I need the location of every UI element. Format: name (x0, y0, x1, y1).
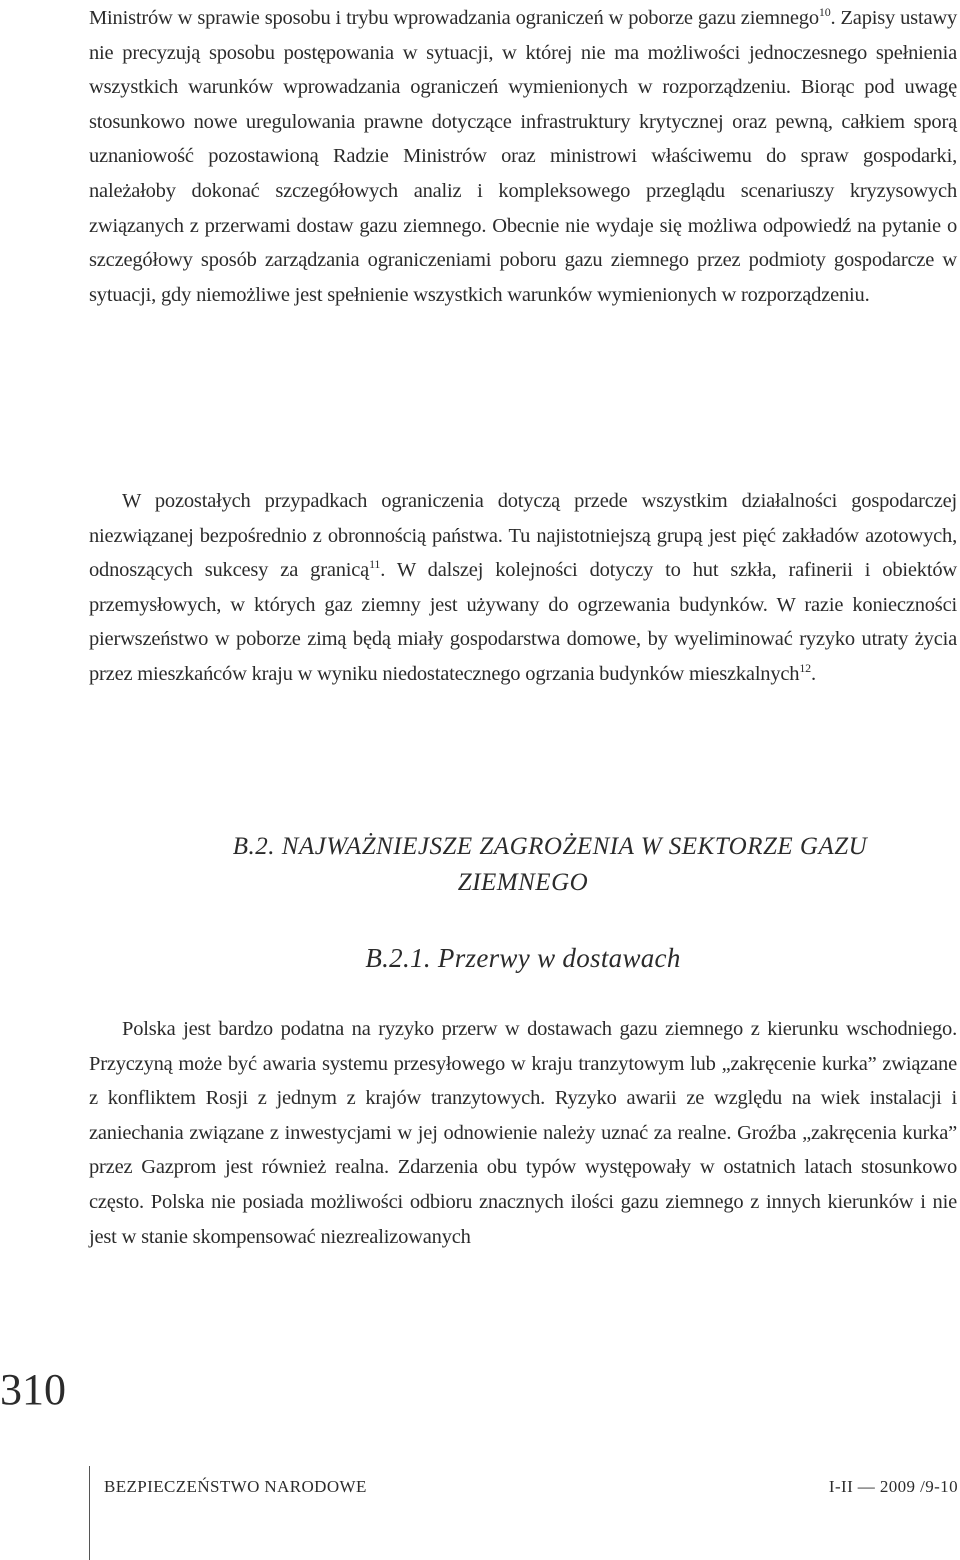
footer-divider (89, 1466, 90, 1560)
body-paragraph-3: Polska jest bardzo podatna na ryzyko przerw w dostawach gazu ziemnego z kierunku wschodniego. Przyczyną może być awaria systemu przesyłowego w kraju tranzytowym lub „zakręcenie kurka” związane z konfliktem Rosji z jednym z krajów tranzytowych. Ryzyko awarii ze względu na wiek instalacji i zaniechania związane z inwestycjami w jej odnowienie należy uznać za realne. Groźba „zakręcenia kurka” przez Gazprom jest również realna. Zdarzenia obu typów występowały w ostatnich latach stosunkowo często. Polska nie posiada możliwości odbioru znacznych ilości gazu ziemnego z innych kierunków i nie jest w stanie skompensować niezrealizowanych (89, 1018, 957, 1248)
subsection-heading: B.2.1. Przerwy w dostawach (365, 943, 681, 973)
footer-journal-title: BEZPIECZEŃSTWO NARODOWE (104, 1477, 367, 1496)
paragraph-text: . (810, 662, 816, 685)
page-number: 310 (0, 1365, 66, 1414)
paragraph-text: Ministrów w sprawie sposobu i trybu wprowadzania ograniczeń w poborze gazu ziemnego (89, 7, 819, 29)
paragraph-text: . Zapisy ustawy nie precyzują sposobu postępowania w sytuacji, w której nie ma możliwości jednoczesnego spełnienia wszystkich warunków wprowadzania ograniczeń wymienionych w rozporządzeniu. Biorąc pod uwagę stosunkowo nowe uregulowania prawne dotyczące infrastruktury krytycznej oraz pewną, całkiem sporą uznaniowość pozostawioną Radzie Ministrów oraz ministrowi właściwemu do spraw gospodarki, należałoby dokonać szczegółowych analiz i kompleksowego przeglądu scenariuszy kryzysowych związanych z przerwami dostaw gazu ziemnego. Obecnie nie wydaje się możliwa odpowiedź na pytanie o szczegółowy sposób zarządzania ograniczeniami poboru gazu ziemnego przez podmioty gospodarcze w sytuacji, gdy niemożliwe jest spełnienie wszystkich warunków wymienionych w rozporządzeniu. (89, 7, 957, 306)
footnote-ref-12[interactable]: 12 (799, 661, 811, 676)
section-heading (89, 829, 957, 901)
body-paragraph-1 (89, 1, 957, 312)
footnote-ref-11[interactable]: 11 (369, 557, 381, 572)
footnote-ref-10[interactable]: 10 (818, 5, 831, 20)
paragraph-text: W pozostałych przypadkach ograniczenia dotyczą przede wszystkim działalności gospodarczej niezwiązanej bezpośrednio z obronnością państwa. Tu najistotniejszą grupą jest pięć zakładów azotowych, odnoszących sukcesy za granicą (89, 490, 957, 582)
footer-issue: I-II — 2009 /9-10 (828, 1477, 958, 1496)
section-heading-line-1: B.2. NAJWAŻNIEJSZE ZAGROŻENIA W SEKTORZE GAZU (232, 833, 868, 860)
body-paragraph-2 (89, 484, 957, 692)
paragraph-text: . W dalszej kolejności dotyczy to hut szkła, rafinerii i obiektów przemysłowych, w których gaz ziemny jest używany do ogrzewania budynków. W razie konieczności pierwszeństwo w poborze zimą będą miały gospodarstwa domowe, by wyeliminować ryzyko utraty życia przez mieszkańców kraju w wyniku niedostatecznego ogrzania budynków mieszkalnych (89, 559, 958, 685)
section-heading-line-2: ZIEMNEGO (457, 869, 589, 896)
